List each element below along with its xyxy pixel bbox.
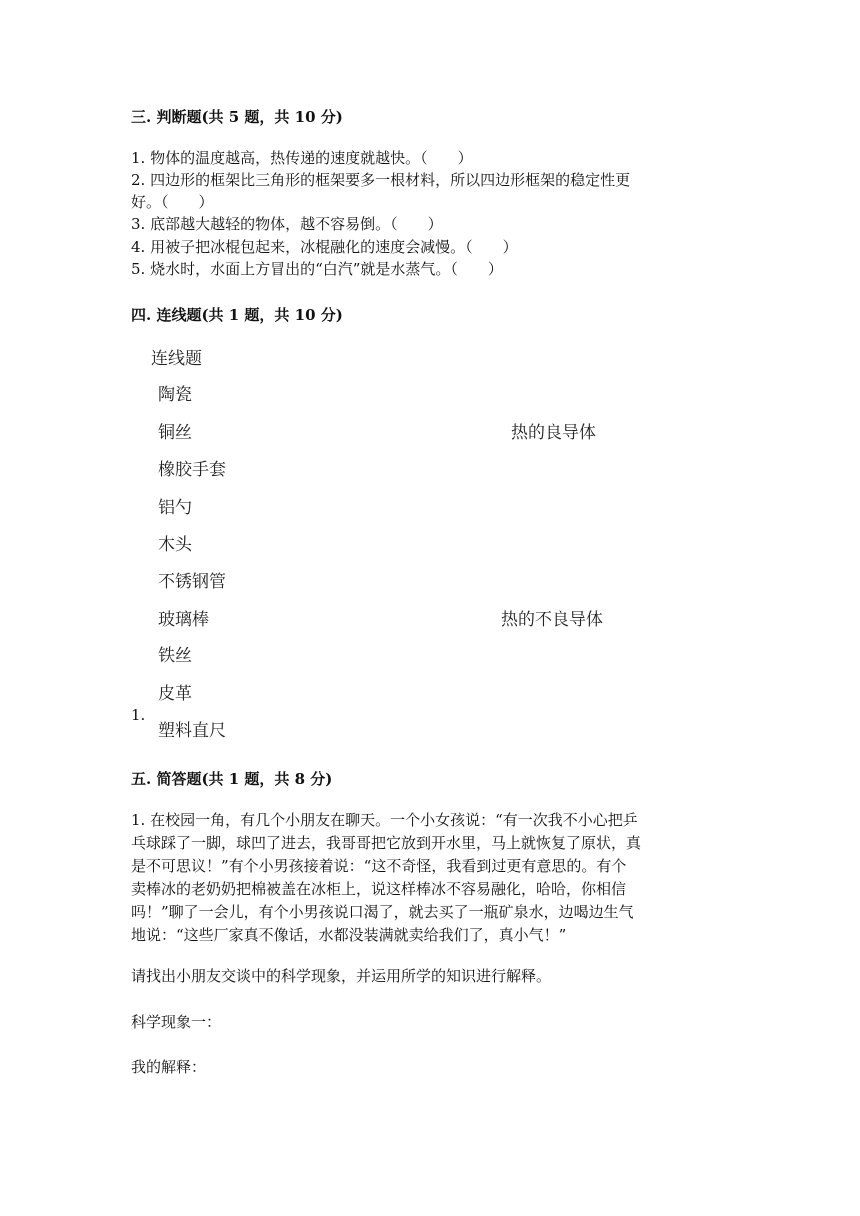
section-heading-short-answer: 五. 简答题(共 1 题，共 8 分) bbox=[131, 770, 333, 788]
judgement-question-1: 1. 物体的温度越高，热传递的速度就越快。（ ） bbox=[131, 149, 473, 167]
passage-line: 吗！”聊了一会儿，有个小男孩说口渴了，就去买了一瓶矿泉水，边喝边生气 bbox=[131, 903, 634, 921]
material-item: 塑料直尺 bbox=[158, 721, 226, 741]
judgement-question-5: 5. 烧水时，水面上方冒出的“白汽”就是水蒸气。（ ） bbox=[131, 260, 503, 278]
judgement-question-4: 4. 用被子把冰棍包起来，冰棍融化的速度会减慢。（ ） bbox=[131, 238, 518, 256]
explanation-label: 我的解释： bbox=[131, 1058, 207, 1076]
matching-figure-title: 连线题 bbox=[151, 349, 202, 369]
section-heading-matching: 四. 连线题(共 1 题，共 10 分) bbox=[131, 306, 343, 324]
material-item: 不锈钢管 bbox=[158, 572, 226, 592]
matching-figure bbox=[145, 338, 635, 744]
answer-instruction: 请找出小朋友交谈中的科学现象，并运用所学的知识进行解释。 bbox=[131, 967, 552, 985]
category-good-conductor: 热的良导体 bbox=[511, 423, 596, 443]
judgement-question-2-line1: 2. 四边形的框架比三角形的框架要多一根材料，所以四边形框架的稳定性更 bbox=[131, 171, 631, 189]
material-item: 皮革 bbox=[158, 684, 192, 704]
passage-line: 乓球踩了一脚，球凹了进去，我哥哥把它放到开水里，马上就恢复了原状，真 bbox=[131, 834, 642, 852]
material-item: 玻璃棒 bbox=[158, 610, 209, 630]
matching-question-number: 1. bbox=[131, 706, 146, 724]
material-item: 铜丝 bbox=[158, 423, 192, 443]
passage-line: 卖棒冰的老奶奶把棉被盖在冰柜上，说这样棒冰不容易融化，哈哈，你相信 bbox=[131, 880, 627, 898]
judgement-question-3: 3. 底部越大越轻的物体，越不容易倒。（ ） bbox=[131, 215, 443, 233]
passage-line: 是不可思议！”有个小男孩接着说：“这不奇怪，我看到过更有意思的。有个 bbox=[131, 857, 627, 875]
material-item: 陶瓷 bbox=[158, 385, 192, 405]
phenomenon-label: 科学现象一： bbox=[131, 1013, 222, 1031]
passage-line: 1. 在校园一角，有几个小朋友在聊天。一个小女孩说：“有一次我不小心把乒 bbox=[131, 811, 638, 829]
judgement-question-2-line2: 好。（ ） bbox=[131, 193, 214, 211]
material-item: 橡胶手套 bbox=[158, 460, 226, 480]
section-heading-judgement: 三. 判断题(共 5 题，共 10 分) bbox=[131, 108, 343, 126]
material-item: 铝勺 bbox=[158, 498, 192, 518]
material-item: 木头 bbox=[158, 535, 192, 555]
passage-line: 地说：“这些厂家真不像话，水都没装满就卖给我们了，真小气！” bbox=[131, 926, 567, 944]
material-item: 铁丝 bbox=[158, 646, 192, 666]
category-poor-conductor: 热的不良导体 bbox=[501, 610, 603, 630]
